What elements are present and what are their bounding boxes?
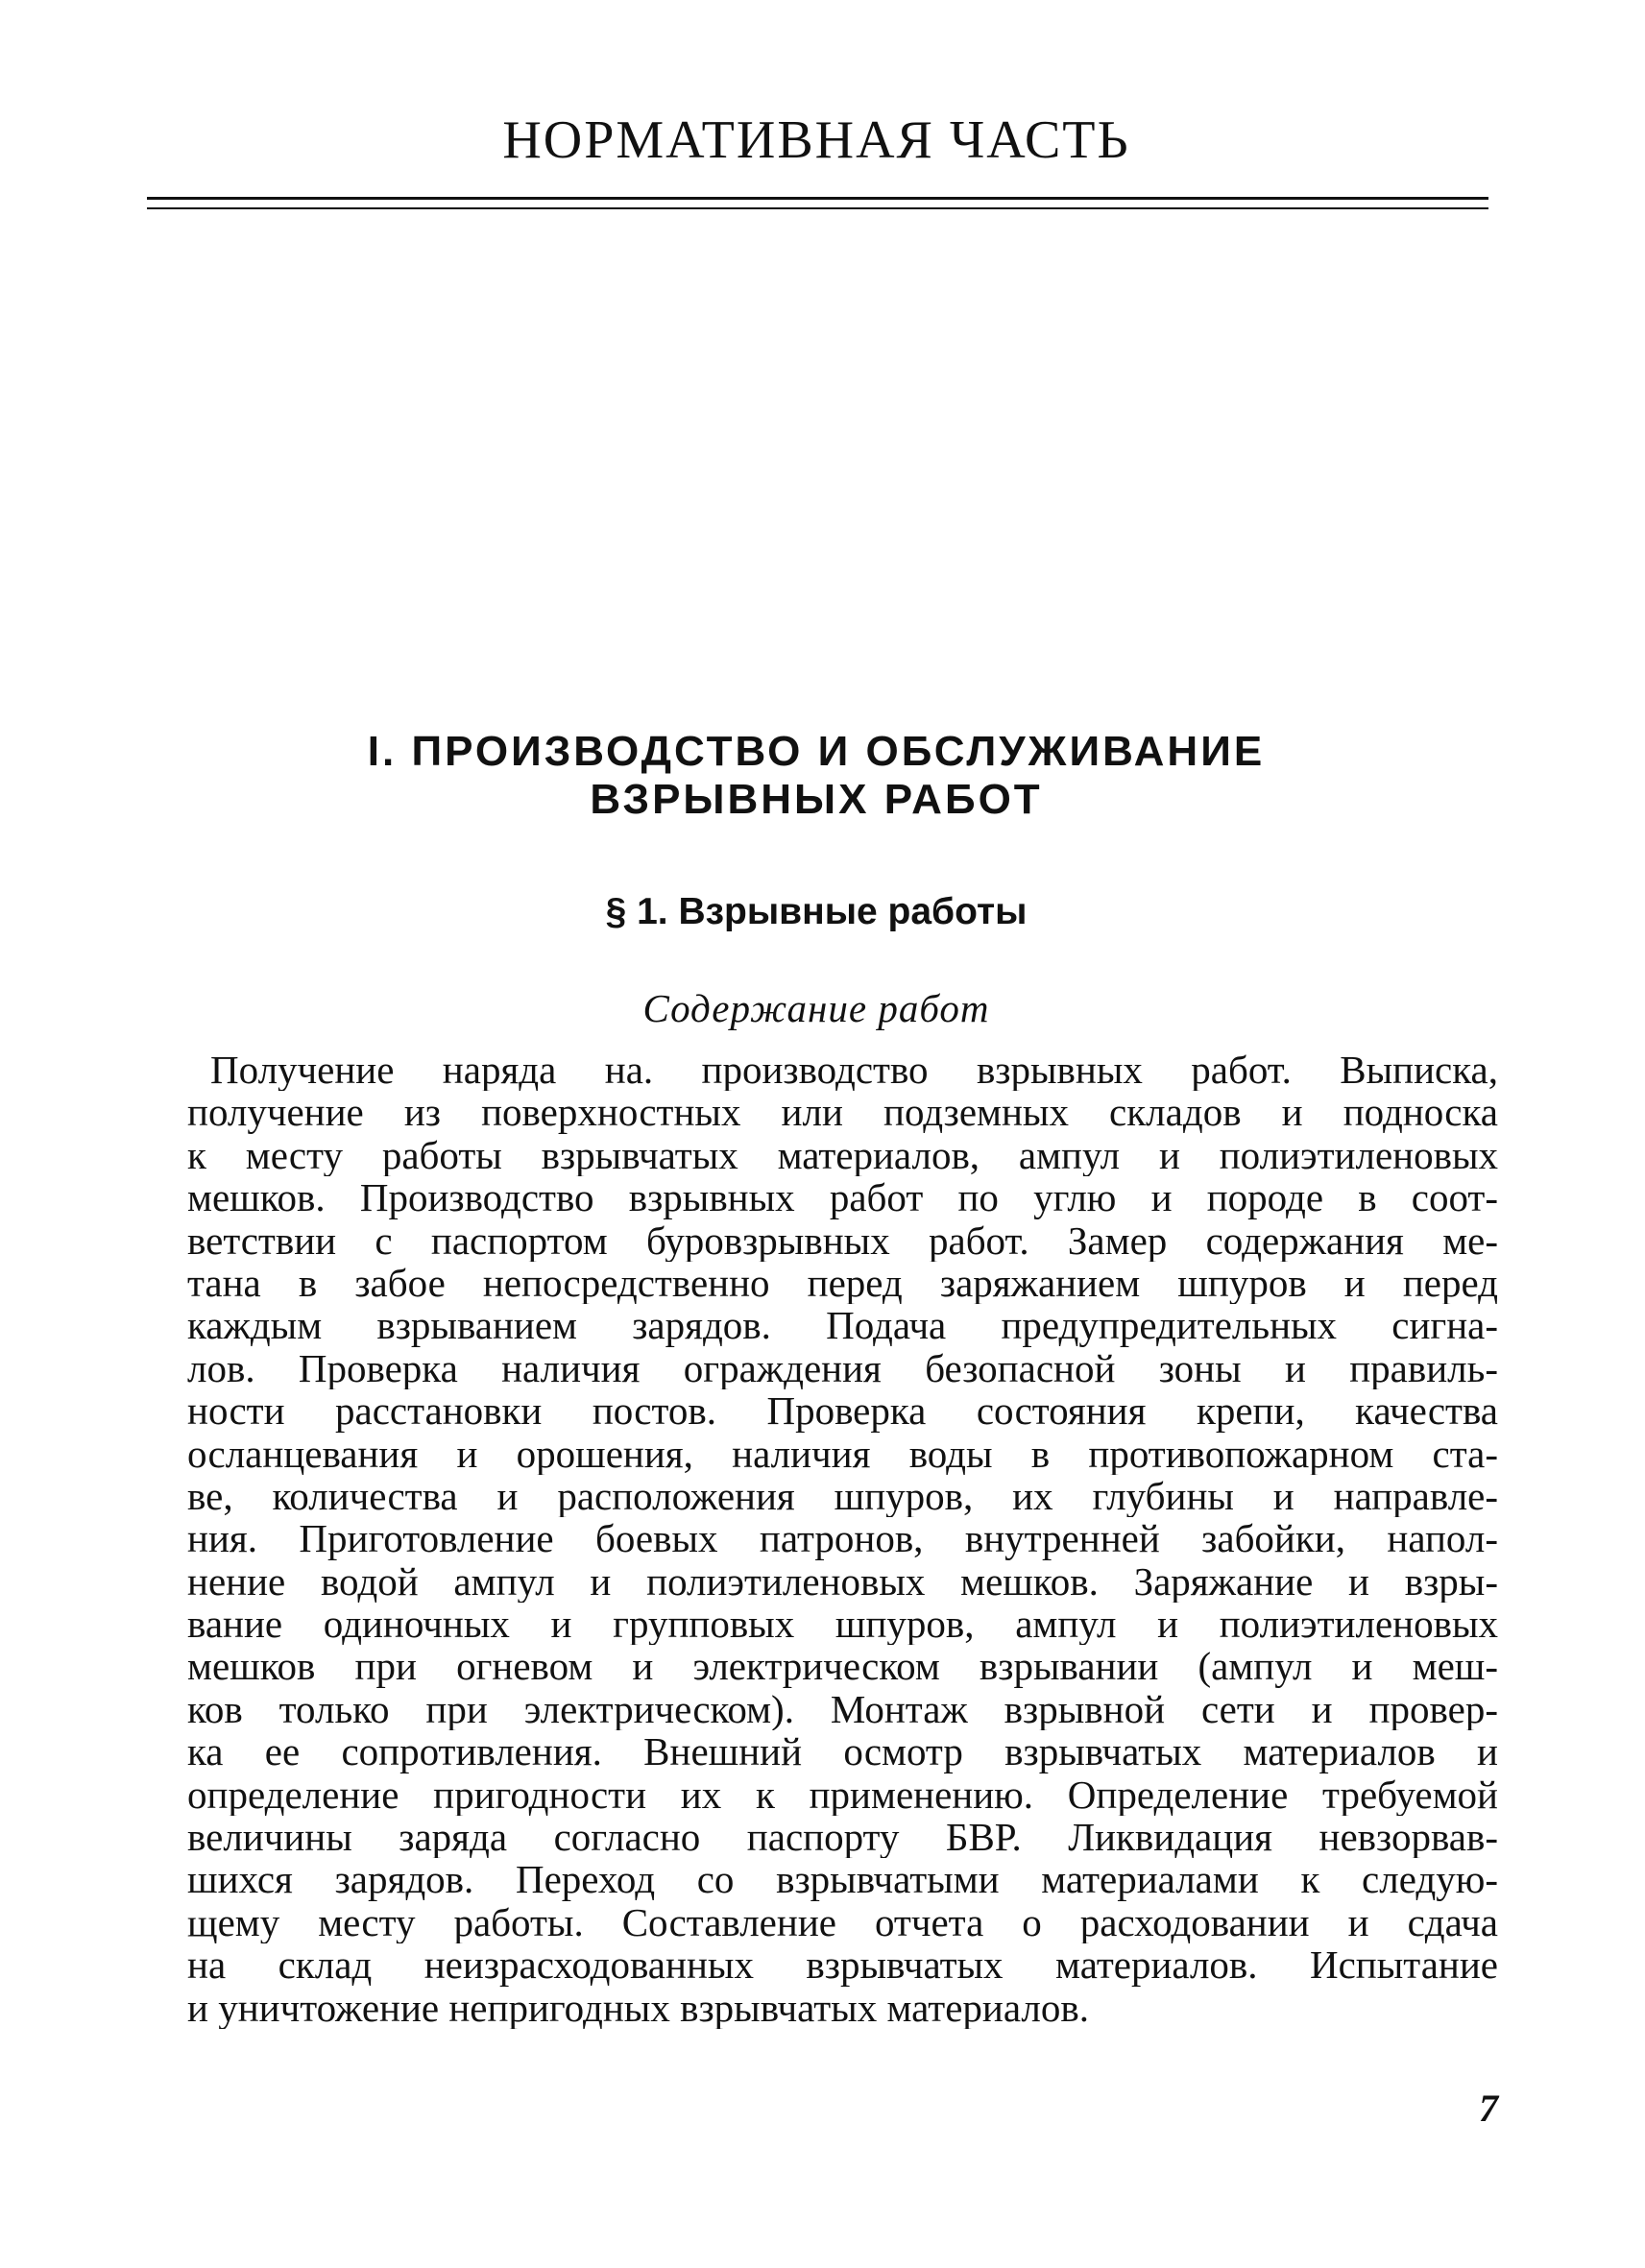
body-line: каждым взрыванием зарядов. Подача предупредительных сигна- bbox=[187, 1304, 1498, 1347]
page-number: 7 bbox=[1479, 2087, 1498, 2130]
body-line: ветствии с паспортом буровзрывных работ. Замер содержания ме- bbox=[187, 1218, 1498, 1262]
body-line: ности расстановки постов. Проверка состояния крепи, качества bbox=[187, 1389, 1498, 1433]
body-line: лов. Проверка наличия ограждения безопасной зоны и правиль- bbox=[187, 1346, 1498, 1390]
body-line: ве, количества и расположения шпуров, их глубины и направле- bbox=[187, 1474, 1498, 1518]
body-line: ния. Приготовление боевых патронов, внутренней забойки, напол- bbox=[187, 1517, 1498, 1560]
body-line: ков только при электрическом). Монтаж взрывной сети и провер- bbox=[187, 1687, 1498, 1731]
body-line: тана в забое непосредственно перед заряжанием шпуров и перед bbox=[187, 1261, 1498, 1305]
body-line: шихся зарядов. Переход со взрывчатыми материалами к следую- bbox=[187, 1858, 1498, 1901]
body-line: щему месту работы. Составление отчета о расходовании и сдача bbox=[187, 1900, 1498, 1944]
body-paragraph bbox=[187, 1049, 1498, 2029]
body-line: мешков при огневом и электрическом взрывании (ампул и меш- bbox=[187, 1645, 1498, 1688]
body-line: определение пригодности их к применению. Определение требуемой bbox=[187, 1773, 1498, 1817]
running-head: НОРМАТИВНАЯ ЧАСТЬ bbox=[502, 110, 1130, 170]
paragraph-title: § 1. Взрывные работы bbox=[605, 891, 1028, 932]
body-line: на склад неизрасходованных взрывчатых материалов. Испытание bbox=[187, 1943, 1498, 1987]
header-rule-bottom bbox=[147, 207, 1488, 209]
body-line: и уничтожение непригодных взрывчатых материалов. bbox=[187, 1986, 1089, 2029]
header-rule-top bbox=[147, 197, 1488, 200]
body-line: мешков. Производство взрывных работ по углю и породе в соот- bbox=[187, 1176, 1498, 1219]
work-content-subheading: Содержание работ bbox=[642, 986, 990, 1030]
section-title bbox=[144, 728, 1488, 824]
body-line: ка ее сопротивления. Внешний осмотр взрывчатых материалов и bbox=[187, 1730, 1498, 1773]
section-title-line-1: I. ПРОИЗВОДСТВО И ОБСЛУЖИВАНИЕ bbox=[367, 728, 1266, 775]
body-line: вание одиночных и групповых шпуров, ампул и полиэтиленовых bbox=[187, 1603, 1498, 1646]
body-line: величины заряда согласно паспорту БВР. Ликвидация невзорвав- bbox=[187, 1816, 1498, 1859]
body-line: нение водой ампул и полиэтиленовых мешков. Заряжание и взры- bbox=[187, 1559, 1498, 1604]
body-line: осланцевания и орошения, наличия воды в противопожарном ста- bbox=[187, 1432, 1498, 1475]
body-line: Получение наряда на. производство взрывных работ. Выписка, bbox=[210, 1049, 1498, 1092]
body-line: к месту работы взрывчатых материалов, ампул и полиэтиленовых bbox=[187, 1133, 1498, 1177]
section-title-line-2: ВЗРЫВНЫХ РАБОТ bbox=[590, 776, 1043, 823]
body-line: получение из поверхностных или подземных складов и подноска bbox=[187, 1091, 1498, 1134]
